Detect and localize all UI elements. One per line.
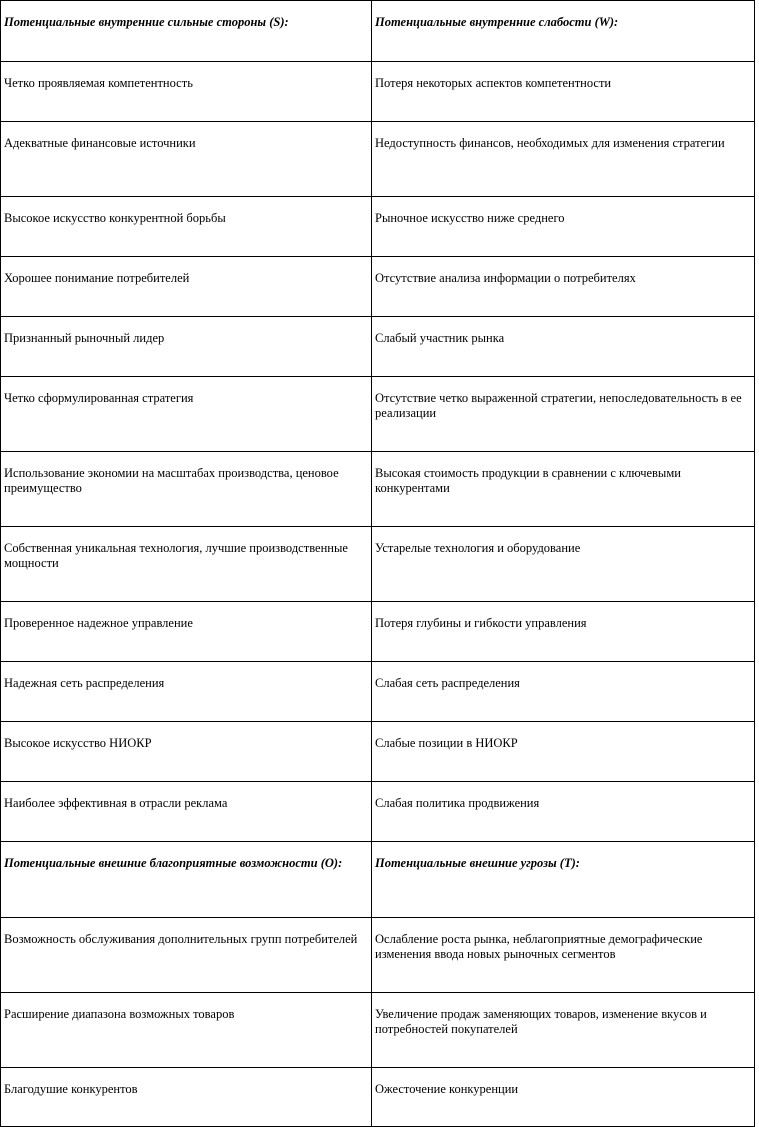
table-row [1,62,755,122]
table-row [1,257,755,317]
table-row [1,527,755,602]
table-row [1,317,755,377]
opportunities-header: Потенциальные внешние благоприятные возможности (O): [1,842,372,918]
strengths-header: Потенциальные внутренние сильные стороны (S): [1,1,372,62]
strength-cell: Четко проявляемая компетентность [1,62,372,122]
opportunities-symbol: O [324,856,334,870]
strength-cell: Адекватные финансовые источники [1,122,372,197]
threats-symbol: T [563,856,572,870]
weakness-cell: Потеря некоторых аспектов компетентности [372,62,755,122]
header-row-ot [1,842,755,918]
threats-header: Потенциальные внешние угрозы (T): [372,842,755,918]
strength-cell: Четко сформулированная стратегия [1,377,372,452]
table-row [1,1068,755,1127]
weaknesses-header: Потенциальные внутренние слабости (W): [372,1,755,62]
weakness-cell: Отсутствие четко выраженной стратегии, непоследовательность в ее реализации [372,377,755,452]
weakness-cell: Рыночное искусство ниже среднего [372,197,755,257]
weakness-cell: Недоступность финансов, необходимых для изменения стратегии [372,122,755,197]
opportunity-cell: Возможность обслуживания дополнительных групп потребителей [1,918,372,993]
weakness-cell: Слабый участник рынка [372,317,755,377]
table-row [1,122,755,197]
strength-cell: Высокое искусство конкурентной борьбы [1,197,372,257]
weakness-cell: Высокая стоимость продукции в сравнении с ключевыми конкурентами [372,452,755,527]
weakness-cell: Потеря глубины и гибкости управления [372,602,755,662]
strength-cell: Использование экономии на масштабах производства, ценовое преимущество [1,452,372,527]
table-row [1,993,755,1068]
table-row [1,662,755,722]
table-row [1,918,755,993]
strength-cell: Высокое искусство НИОКР [1,722,372,782]
table-row [1,602,755,662]
weakness-cell: Слабая сеть распределения [372,662,755,722]
weakness-cell: Отсутствие анализа информации о потребителях [372,257,755,317]
table-row [1,782,755,842]
opportunity-cell: Благодушие конкурентов [1,1068,372,1127]
header-row-sw [1,1,755,62]
strength-cell: Наиболее эффективная в отрасли реклама [1,782,372,842]
strengths-symbol: S [273,15,281,29]
weakness-cell: Устарелые технология и оборудование [372,527,755,602]
weakness-cell: Слабые позиции в НИОКР [372,722,755,782]
threat-cell: Ожесточение конкуренции [372,1068,755,1127]
table-row [1,377,755,452]
weakness-cell: Слабая политика продвижения [372,782,755,842]
threat-cell: Увеличение продаж заменяющих товаров, изменение вкусов и потребностей покупателей [372,993,755,1068]
table-row [1,452,755,527]
weaknesses-symbol: W [598,15,610,29]
opportunity-cell: Расширение диапазона возможных товаров [1,993,372,1068]
strength-cell: Признанный рыночный лидер [1,317,372,377]
threat-cell: Ослабление роста рынка, неблагоприятные демографические изменения ввода новых рыночных сегментов [372,918,755,993]
table-row [1,197,755,257]
strength-cell: Хорошее понимание потребителей [1,257,372,317]
strength-cell: Собственная уникальная технология, лучшие производственные мощности [1,527,372,602]
table-row [1,722,755,782]
strength-cell: Надежная сеть распределения [1,662,372,722]
strength-cell: Проверенное надежное управление [1,602,372,662]
